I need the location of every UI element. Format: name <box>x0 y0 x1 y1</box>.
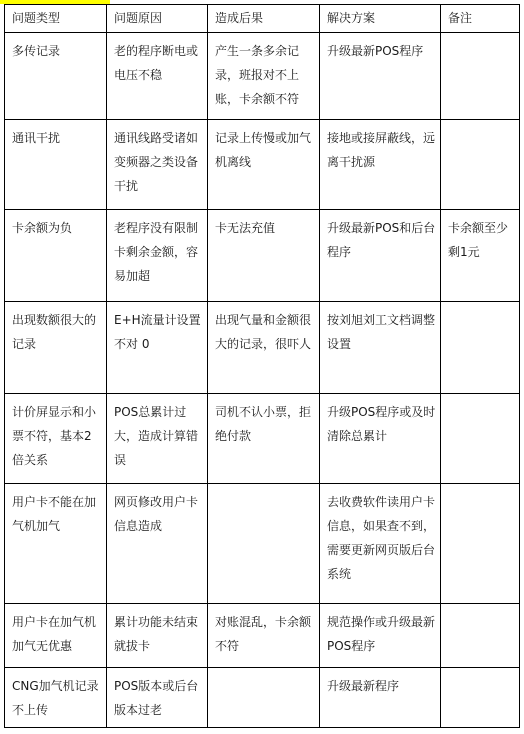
cell-cause: 通讯线路受诸如变频器之类设备干扰 <box>107 120 208 210</box>
cell-solution: 接地或接屏蔽线，远离干扰源 <box>320 120 441 210</box>
cell-issue-type: 用户卡在加气机加气无优惠 <box>5 604 107 668</box>
cell-remark: 卡余额至少剩1元 <box>441 210 520 302</box>
cell-remark <box>441 302 520 394</box>
cell-issue-type: CNG加气机记录不上传 <box>5 668 107 728</box>
table-header-row <box>5 5 520 33</box>
cell-cause: POS总累计过大，造成计算错误 <box>107 394 208 484</box>
cell-cause: 老程序没有限制卡剩余金额，容易加超 <box>107 210 208 302</box>
cell-consequence: 记录上传慢或加气机离线 <box>208 120 320 210</box>
table-row <box>5 668 520 728</box>
cell-issue-type: 多传记录 <box>5 33 107 120</box>
cell-consequence: 对账混乱，卡余额不符 <box>208 604 320 668</box>
table-row <box>5 604 520 668</box>
table-row <box>5 394 520 484</box>
cell-remark <box>441 33 520 120</box>
cell-cause: 老的程序断电或电压不稳 <box>107 33 208 120</box>
cell-solution: 升级最新程序 <box>320 668 441 728</box>
cell-remark <box>441 668 520 728</box>
header-solution: 解决方案 <box>320 5 441 33</box>
cell-cause: E+H流量计设置不对 0 <box>107 302 208 394</box>
cell-remark <box>441 604 520 668</box>
cell-consequence <box>208 668 320 728</box>
header-issue-type: 问题类型 <box>5 5 107 33</box>
cell-issue-type: 出现数额很大的记录 <box>5 302 107 394</box>
cell-issue-type: 计价屏显示和小票不符，基本2倍关系 <box>5 394 107 484</box>
header-cause: 问题原因 <box>107 5 208 33</box>
cell-solution: 去收费软件读用户卡信息，如果查不到，需要更新网页版后台系统 <box>320 484 441 604</box>
table-row <box>5 484 520 604</box>
issue-table <box>4 4 520 728</box>
cell-consequence: 司机不认小票，拒绝付款 <box>208 394 320 484</box>
cell-solution: 按刘旭刘工文档调整设置 <box>320 302 441 394</box>
table-row <box>5 302 520 394</box>
table-row <box>5 120 520 210</box>
cell-solution: 升级最新POS和后台程序 <box>320 210 441 302</box>
cell-solution: 规范操作或升级最新POS程序 <box>320 604 441 668</box>
cell-remark <box>441 484 520 604</box>
cell-consequence <box>208 484 320 604</box>
cell-cause: POS版本或后台版本过老 <box>107 668 208 728</box>
cell-remark <box>441 120 520 210</box>
cell-solution: 升级最新POS程序 <box>320 33 441 120</box>
cell-issue-type: 通讯干扰 <box>5 120 107 210</box>
cell-consequence: 产生一条多余记录，班报对不上账，卡余额不符 <box>208 33 320 120</box>
cell-cause: 网页修改用户卡信息造成 <box>107 484 208 604</box>
cell-consequence: 出现气量和金额很大的记录，很吓人 <box>208 302 320 394</box>
cell-solution: 升级POS程序或及时清除总累计 <box>320 394 441 484</box>
table-row <box>5 210 520 302</box>
cell-remark <box>441 394 520 484</box>
table-row <box>5 33 520 120</box>
cell-issue-type: 用户卡不能在加气机加气 <box>5 484 107 604</box>
cell-issue-type: 卡余额为负 <box>5 210 107 302</box>
header-remark: 备注 <box>441 5 520 33</box>
cell-consequence: 卡无法充值 <box>208 210 320 302</box>
header-consequence: 造成后果 <box>208 5 320 33</box>
cell-cause: 累计功能未结束就拔卡 <box>107 604 208 668</box>
